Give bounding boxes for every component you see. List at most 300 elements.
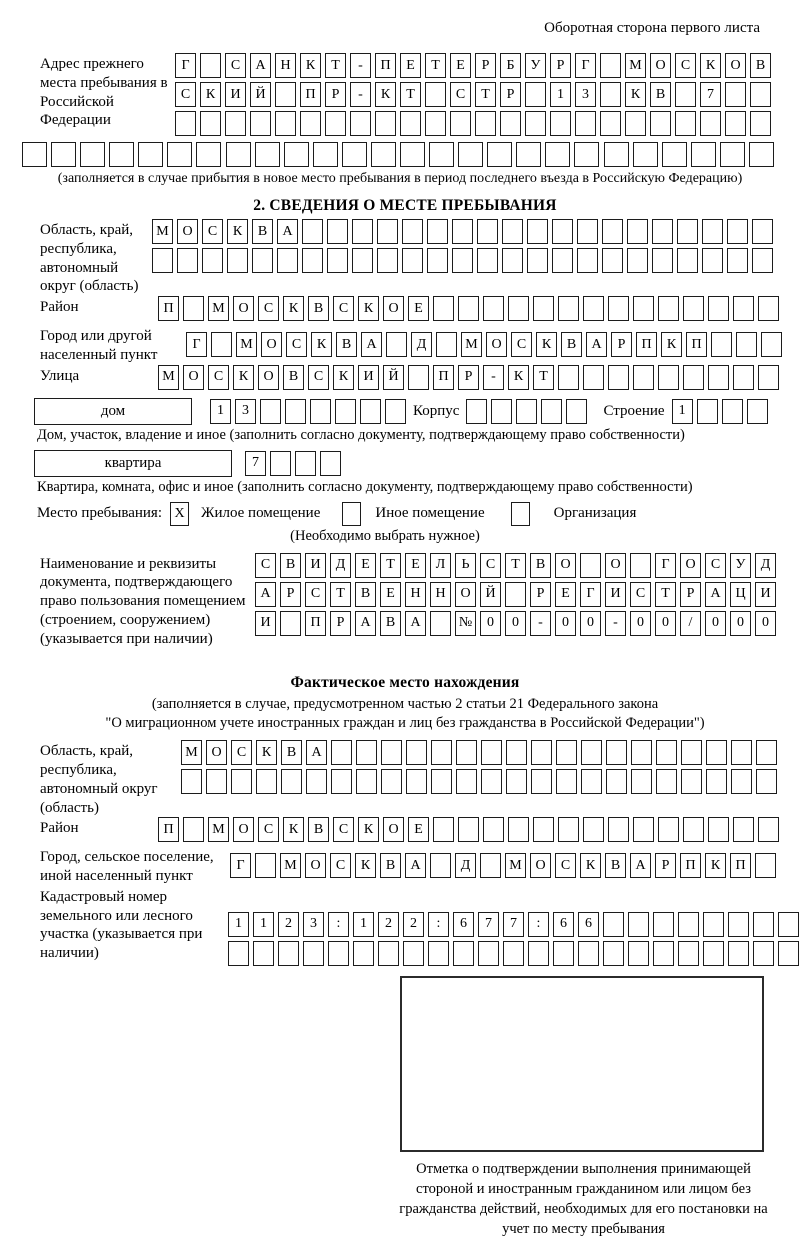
char-cell[interactable]: [678, 912, 699, 937]
char-cell[interactable]: Р: [550, 53, 571, 78]
char-cell[interactable]: О: [177, 219, 198, 244]
char-cell[interactable]: К: [233, 365, 254, 390]
char-cell[interactable]: [577, 219, 598, 244]
char-cell[interactable]: [466, 399, 487, 424]
char-cell[interactable]: [502, 219, 523, 244]
char-cell[interactable]: П: [300, 82, 321, 107]
char-cell[interactable]: О: [206, 740, 227, 765]
char-cell[interactable]: К: [375, 82, 396, 107]
char-cell[interactable]: [200, 53, 221, 78]
char-cell[interactable]: 1: [210, 399, 231, 424]
char-cell[interactable]: Г: [186, 332, 207, 357]
char-cell[interactable]: П: [730, 853, 751, 878]
char-cell[interactable]: [51, 142, 76, 167]
char-cell[interactable]: Г: [175, 53, 196, 78]
char-cell[interactable]: [277, 248, 298, 273]
char-cell[interactable]: [408, 365, 429, 390]
char-cell[interactable]: [552, 248, 573, 273]
char-cell[interactable]: И: [358, 365, 379, 390]
char-cell[interactable]: К: [283, 817, 304, 842]
char-cell[interactable]: К: [227, 219, 248, 244]
char-cell[interactable]: [656, 740, 677, 765]
char-cell[interactable]: [400, 111, 421, 136]
char-cell[interactable]: К: [333, 365, 354, 390]
char-cell[interactable]: Р: [680, 582, 701, 607]
char-cell[interactable]: [284, 142, 309, 167]
char-cell[interactable]: Т: [330, 582, 351, 607]
char-cell[interactable]: [406, 740, 427, 765]
char-cell[interactable]: [675, 111, 696, 136]
char-cell[interactable]: [80, 142, 105, 167]
char-cell[interactable]: [533, 296, 554, 321]
char-cell[interactable]: [506, 769, 527, 794]
char-cell[interactable]: 0: [480, 611, 501, 636]
char-cell[interactable]: [327, 248, 348, 273]
char-cell[interactable]: [328, 941, 349, 966]
char-cell[interactable]: [708, 817, 729, 842]
char-cell[interactable]: К: [256, 740, 277, 765]
char-cell[interactable]: [625, 111, 646, 136]
char-cell[interactable]: С: [705, 553, 726, 578]
char-cell[interactable]: О: [555, 553, 576, 578]
char-cell[interactable]: [606, 769, 627, 794]
char-cell[interactable]: [558, 296, 579, 321]
char-cell[interactable]: [360, 399, 381, 424]
char-cell[interactable]: В: [308, 817, 329, 842]
char-cell[interactable]: [452, 219, 473, 244]
char-cell[interactable]: [253, 941, 274, 966]
char-cell[interactable]: [183, 296, 204, 321]
char-cell[interactable]: [255, 853, 276, 878]
char-cell[interactable]: [677, 248, 698, 273]
char-cell[interactable]: [531, 769, 552, 794]
char-cell[interactable]: Г: [655, 553, 676, 578]
char-cell[interactable]: М: [152, 219, 173, 244]
char-cell[interactable]: [386, 332, 407, 357]
char-cell[interactable]: У: [525, 53, 546, 78]
char-cell[interactable]: -: [605, 611, 626, 636]
char-cell[interactable]: 0: [505, 611, 526, 636]
char-cell[interactable]: [677, 219, 698, 244]
char-cell[interactable]: А: [306, 740, 327, 765]
char-cell[interactable]: С: [231, 740, 252, 765]
char-cell[interactable]: А: [361, 332, 382, 357]
char-cell[interactable]: П: [686, 332, 707, 357]
char-cell[interactable]: [753, 912, 774, 937]
char-cell[interactable]: [758, 365, 779, 390]
char-cell[interactable]: О: [305, 853, 326, 878]
char-cell[interactable]: К: [705, 853, 726, 878]
char-cell[interactable]: [506, 740, 527, 765]
char-cell[interactable]: Й: [383, 365, 404, 390]
char-cell[interactable]: Г: [575, 53, 596, 78]
char-cell[interactable]: О: [455, 582, 476, 607]
char-cell[interactable]: [428, 941, 449, 966]
char-cell[interactable]: [342, 142, 367, 167]
char-cell[interactable]: М: [181, 740, 202, 765]
char-cell[interactable]: С: [305, 582, 326, 607]
char-cell[interactable]: [556, 740, 577, 765]
char-cell[interactable]: А: [630, 853, 651, 878]
char-cell[interactable]: [533, 817, 554, 842]
char-cell[interactable]: [708, 365, 729, 390]
char-cell[interactable]: [356, 740, 377, 765]
char-cell[interactable]: А: [255, 582, 276, 607]
char-cell[interactable]: [478, 941, 499, 966]
char-cell[interactable]: [600, 82, 621, 107]
char-cell[interactable]: [285, 399, 306, 424]
char-cell[interactable]: [431, 769, 452, 794]
char-cell[interactable]: Т: [475, 82, 496, 107]
char-cell[interactable]: С: [555, 853, 576, 878]
char-cell[interactable]: Р: [655, 853, 676, 878]
char-cell[interactable]: К: [508, 365, 529, 390]
char-cell[interactable]: -: [530, 611, 551, 636]
char-cell[interactable]: 7: [700, 82, 721, 107]
char-cell[interactable]: Е: [408, 817, 429, 842]
char-cell[interactable]: [725, 82, 746, 107]
char-cell[interactable]: О: [725, 53, 746, 78]
char-cell[interactable]: Р: [458, 365, 479, 390]
char-cell[interactable]: :: [428, 912, 449, 937]
char-cell[interactable]: [281, 769, 302, 794]
char-cell[interactable]: С: [258, 296, 279, 321]
char-cell[interactable]: Д: [755, 553, 776, 578]
char-cell[interactable]: [577, 248, 598, 273]
char-cell[interactable]: [331, 769, 352, 794]
char-cell[interactable]: О: [261, 332, 282, 357]
char-cell[interactable]: П: [158, 817, 179, 842]
char-cell[interactable]: [727, 219, 748, 244]
char-cell[interactable]: [206, 769, 227, 794]
char-cell[interactable]: [720, 142, 745, 167]
char-cell[interactable]: [226, 142, 251, 167]
char-cell[interactable]: П: [375, 53, 396, 78]
char-cell[interactable]: -: [350, 82, 371, 107]
char-cell[interactable]: [545, 142, 570, 167]
char-cell[interactable]: 1: [228, 912, 249, 937]
char-cell[interactable]: С: [258, 817, 279, 842]
char-cell[interactable]: [708, 296, 729, 321]
char-cell[interactable]: [578, 941, 599, 966]
char-cell[interactable]: [350, 111, 371, 136]
char-cell[interactable]: [580, 553, 601, 578]
char-cell[interactable]: [633, 365, 654, 390]
char-cell[interactable]: Е: [380, 582, 401, 607]
char-cell[interactable]: О: [605, 553, 626, 578]
char-cell[interactable]: К: [358, 817, 379, 842]
char-cell[interactable]: [728, 941, 749, 966]
char-cell[interactable]: [306, 769, 327, 794]
char-cell[interactable]: [252, 248, 273, 273]
char-cell[interactable]: [231, 769, 252, 794]
char-cell[interactable]: 0: [555, 611, 576, 636]
char-cell[interactable]: 0: [705, 611, 726, 636]
char-cell[interactable]: [260, 399, 281, 424]
char-cell[interactable]: [541, 399, 562, 424]
char-cell[interactable]: В: [281, 740, 302, 765]
char-cell[interactable]: [402, 248, 423, 273]
char-cell[interactable]: С: [450, 82, 471, 107]
char-cell[interactable]: [558, 365, 579, 390]
char-cell[interactable]: С: [480, 553, 501, 578]
char-cell[interactable]: 7: [503, 912, 524, 937]
char-cell[interactable]: [377, 248, 398, 273]
char-cell[interactable]: Ц: [730, 582, 751, 607]
char-cell[interactable]: О: [383, 296, 404, 321]
char-cell[interactable]: К: [625, 82, 646, 107]
char-cell[interactable]: [633, 142, 658, 167]
char-cell[interactable]: [225, 111, 246, 136]
char-cell[interactable]: [558, 817, 579, 842]
char-cell[interactable]: [503, 941, 524, 966]
char-cell[interactable]: О: [233, 817, 254, 842]
char-cell[interactable]: [335, 399, 356, 424]
char-cell[interactable]: С: [202, 219, 223, 244]
char-cell[interactable]: [433, 296, 454, 321]
char-cell[interactable]: А: [250, 53, 271, 78]
char-cell[interactable]: [527, 219, 548, 244]
char-cell[interactable]: П: [158, 296, 179, 321]
char-cell[interactable]: Р: [530, 582, 551, 607]
char-cell[interactable]: [427, 219, 448, 244]
char-cell[interactable]: [733, 296, 754, 321]
char-cell[interactable]: [516, 142, 541, 167]
char-cell[interactable]: [508, 817, 529, 842]
checkbox-other-premises[interactable]: [342, 502, 361, 526]
char-cell[interactable]: [652, 248, 673, 273]
char-cell[interactable]: [681, 769, 702, 794]
char-cell[interactable]: Е: [408, 296, 429, 321]
char-cell[interactable]: [728, 912, 749, 937]
char-cell[interactable]: Г: [230, 853, 251, 878]
char-cell[interactable]: [691, 142, 716, 167]
char-cell[interactable]: 2: [403, 912, 424, 937]
char-cell[interactable]: [487, 142, 512, 167]
char-cell[interactable]: [722, 399, 743, 424]
char-cell[interactable]: [452, 248, 473, 273]
char-cell[interactable]: [228, 941, 249, 966]
char-cell[interactable]: Н: [430, 582, 451, 607]
char-cell[interactable]: [683, 817, 704, 842]
char-cell[interactable]: С: [308, 365, 329, 390]
char-cell[interactable]: С: [333, 296, 354, 321]
char-cell[interactable]: [278, 941, 299, 966]
char-cell[interactable]: [711, 332, 732, 357]
char-cell[interactable]: [628, 912, 649, 937]
char-cell[interactable]: [606, 740, 627, 765]
char-cell[interactable]: [581, 769, 602, 794]
char-cell[interactable]: М: [280, 853, 301, 878]
char-cell[interactable]: [371, 142, 396, 167]
char-cell[interactable]: [583, 365, 604, 390]
char-cell[interactable]: [652, 219, 673, 244]
char-cell[interactable]: М: [236, 332, 257, 357]
char-cell[interactable]: 3: [235, 399, 256, 424]
char-cell[interactable]: [750, 111, 771, 136]
char-cell[interactable]: [109, 142, 134, 167]
char-cell[interactable]: К: [300, 53, 321, 78]
char-cell[interactable]: В: [561, 332, 582, 357]
char-cell[interactable]: В: [650, 82, 671, 107]
char-cell[interactable]: У: [730, 553, 751, 578]
char-cell[interactable]: К: [661, 332, 682, 357]
char-cell[interactable]: [778, 912, 799, 937]
char-cell[interactable]: Т: [400, 82, 421, 107]
char-cell[interactable]: [502, 248, 523, 273]
char-cell[interactable]: [658, 817, 679, 842]
char-cell[interactable]: [275, 111, 296, 136]
char-cell[interactable]: Н: [275, 53, 296, 78]
char-cell[interactable]: [402, 219, 423, 244]
char-cell[interactable]: М: [158, 365, 179, 390]
char-cell[interactable]: [425, 111, 446, 136]
char-cell[interactable]: [525, 82, 546, 107]
char-cell[interactable]: [377, 219, 398, 244]
char-cell[interactable]: [631, 740, 652, 765]
char-cell[interactable]: О: [650, 53, 671, 78]
char-cell[interactable]: [583, 296, 604, 321]
char-cell[interactable]: [778, 941, 799, 966]
char-cell[interactable]: Т: [325, 53, 346, 78]
char-cell[interactable]: [381, 769, 402, 794]
char-cell[interactable]: [653, 912, 674, 937]
char-cell[interactable]: Р: [325, 82, 346, 107]
char-cell[interactable]: К: [358, 296, 379, 321]
char-cell[interactable]: С: [330, 853, 351, 878]
char-cell[interactable]: И: [755, 582, 776, 607]
char-cell[interactable]: [400, 142, 425, 167]
char-cell[interactable]: 6: [453, 912, 474, 937]
char-cell[interactable]: [683, 296, 704, 321]
char-cell[interactable]: [675, 82, 696, 107]
char-cell[interactable]: [552, 219, 573, 244]
char-cell[interactable]: С: [675, 53, 696, 78]
char-cell[interactable]: 7: [478, 912, 499, 937]
char-cell[interactable]: 1: [353, 912, 374, 937]
char-cell[interactable]: [550, 111, 571, 136]
char-cell[interactable]: О: [530, 853, 551, 878]
char-cell[interactable]: Р: [500, 82, 521, 107]
char-cell[interactable]: №: [455, 611, 476, 636]
char-cell[interactable]: :: [328, 912, 349, 937]
char-cell[interactable]: [650, 111, 671, 136]
char-cell[interactable]: [658, 365, 679, 390]
char-cell[interactable]: -: [483, 365, 504, 390]
char-cell[interactable]: О: [680, 553, 701, 578]
char-cell[interactable]: [477, 248, 498, 273]
char-cell[interactable]: [752, 248, 773, 273]
char-cell[interactable]: [574, 142, 599, 167]
char-cell[interactable]: [678, 941, 699, 966]
char-cell[interactable]: [327, 219, 348, 244]
char-cell[interactable]: Е: [400, 53, 421, 78]
char-cell[interactable]: [475, 111, 496, 136]
char-cell[interactable]: О: [383, 817, 404, 842]
char-cell[interactable]: К: [580, 853, 601, 878]
char-cell[interactable]: [662, 142, 687, 167]
char-cell[interactable]: [556, 769, 577, 794]
char-cell[interactable]: [758, 817, 779, 842]
char-cell[interactable]: [256, 769, 277, 794]
char-cell[interactable]: И: [255, 611, 276, 636]
char-cell[interactable]: С: [286, 332, 307, 357]
char-cell[interactable]: [702, 248, 723, 273]
char-cell[interactable]: 2: [378, 912, 399, 937]
char-cell[interactable]: К: [355, 853, 376, 878]
char-cell[interactable]: [633, 817, 654, 842]
char-cell[interactable]: 1: [672, 399, 693, 424]
char-cell[interactable]: К: [311, 332, 332, 357]
char-cell[interactable]: Т: [380, 553, 401, 578]
char-cell[interactable]: К: [700, 53, 721, 78]
char-cell[interactable]: [756, 740, 777, 765]
char-cell[interactable]: [275, 82, 296, 107]
char-cell[interactable]: 6: [553, 912, 574, 937]
char-cell[interactable]: В: [283, 365, 304, 390]
checkbox-residential[interactable]: X: [170, 502, 189, 526]
char-cell[interactable]: П: [305, 611, 326, 636]
char-cell[interactable]: 7: [245, 451, 266, 476]
char-cell[interactable]: Ь: [455, 553, 476, 578]
char-cell[interactable]: [356, 769, 377, 794]
char-cell[interactable]: [200, 111, 221, 136]
char-cell[interactable]: Е: [450, 53, 471, 78]
char-cell[interactable]: [608, 365, 629, 390]
char-cell[interactable]: Е: [405, 553, 426, 578]
char-cell[interactable]: [436, 332, 457, 357]
char-cell[interactable]: М: [461, 332, 482, 357]
char-cell[interactable]: С: [225, 53, 246, 78]
char-cell[interactable]: [378, 941, 399, 966]
char-cell[interactable]: [755, 853, 776, 878]
char-cell[interactable]: [483, 296, 504, 321]
char-cell[interactable]: Р: [611, 332, 632, 357]
char-cell[interactable]: [183, 817, 204, 842]
char-cell[interactable]: [608, 817, 629, 842]
char-cell[interactable]: [727, 248, 748, 273]
char-cell[interactable]: [604, 142, 629, 167]
char-cell[interactable]: М: [625, 53, 646, 78]
char-cell[interactable]: [491, 399, 512, 424]
char-cell[interactable]: В: [530, 553, 551, 578]
char-cell[interactable]: Й: [250, 82, 271, 107]
char-cell[interactable]: В: [380, 853, 401, 878]
char-cell[interactable]: Р: [280, 582, 301, 607]
char-cell[interactable]: [750, 82, 771, 107]
char-cell[interactable]: [703, 912, 724, 937]
char-cell[interactable]: 0: [655, 611, 676, 636]
char-cell[interactable]: [633, 296, 654, 321]
char-cell[interactable]: [425, 82, 446, 107]
char-cell[interactable]: [631, 769, 652, 794]
char-cell[interactable]: [270, 451, 291, 476]
char-cell[interactable]: [528, 941, 549, 966]
char-cell[interactable]: В: [355, 582, 376, 607]
char-cell[interactable]: К: [283, 296, 304, 321]
char-cell[interactable]: [733, 817, 754, 842]
char-cell[interactable]: [138, 142, 163, 167]
char-cell[interactable]: [500, 111, 521, 136]
char-cell[interactable]: [480, 853, 501, 878]
char-cell[interactable]: 3: [575, 82, 596, 107]
char-cell[interactable]: [181, 769, 202, 794]
char-cell[interactable]: [456, 769, 477, 794]
char-cell[interactable]: Д: [411, 332, 432, 357]
char-cell[interactable]: [211, 332, 232, 357]
char-cell[interactable]: 0: [730, 611, 751, 636]
char-cell[interactable]: [753, 941, 774, 966]
